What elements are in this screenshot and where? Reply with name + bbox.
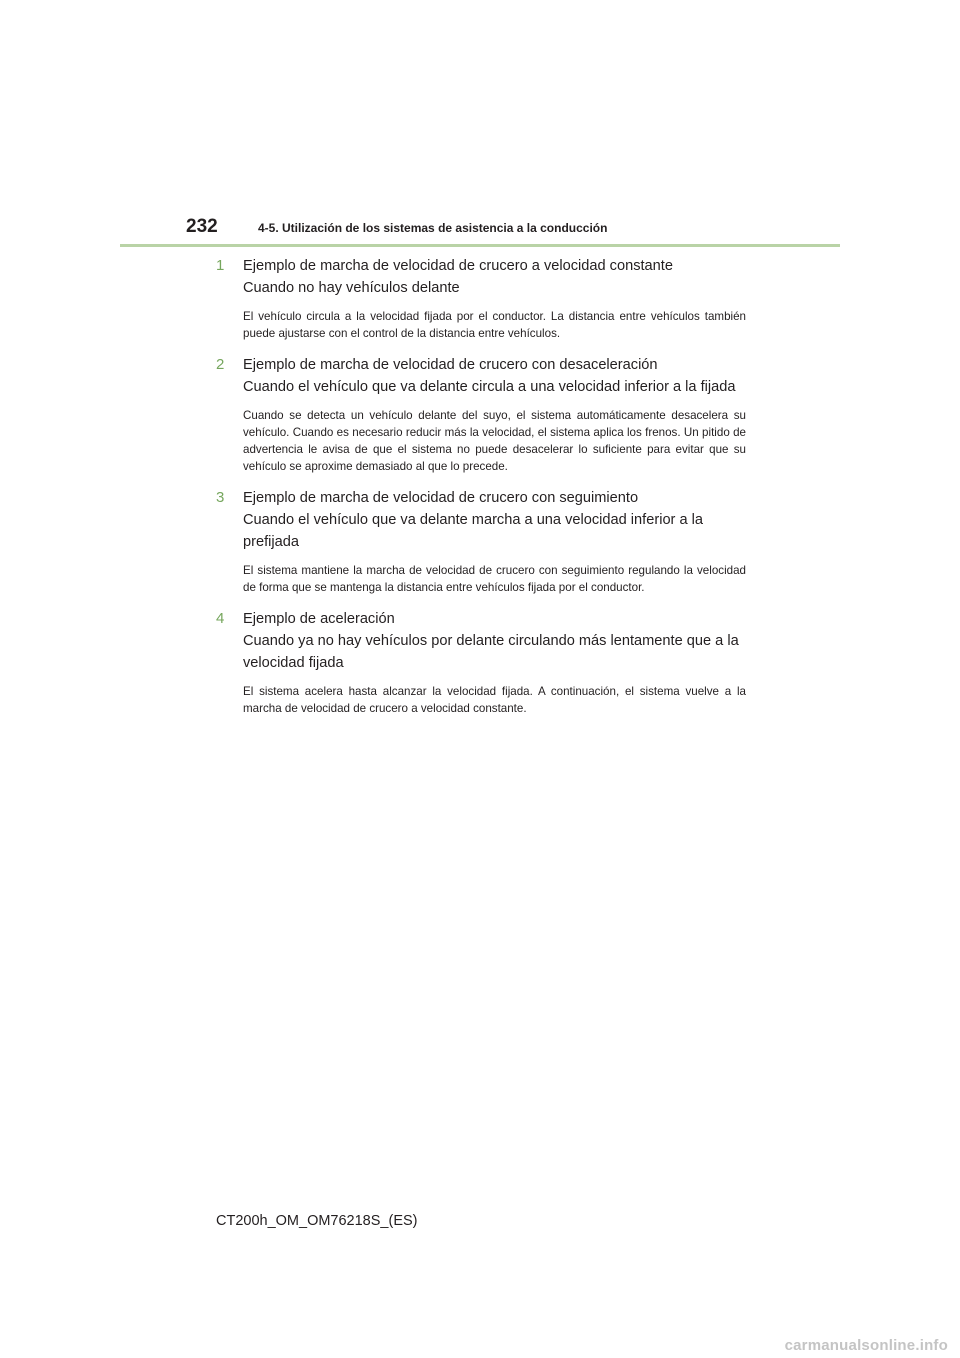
header-divider <box>120 244 840 247</box>
item-heading-line1: Ejemplo de marcha de velocidad de crucero a velocidad constante <box>243 258 673 274</box>
item-body: El vehículo circula a la velocidad fijada por el conductor. La distancia entre vehículos también puede ajustarse con el control de la distancia entre vehículos. <box>243 310 746 340</box>
section-title: 4-5. Utilización de los sistemas de asistencia a la conducción <box>258 221 608 235</box>
item-body: Cuando se detecta un vehículo delante del suyo, el sistema automáticamente desacelera su vehículo. Cuando es necesario reducir más la velocidad, el sistema aplica los frenos. Un pitido de advertencia le avisa de que el sistema no puede desacelerar lo suficiente para evitar que su vehículo se aproxime demasiado al que lo precede. <box>243 409 746 473</box>
item-heading-line2: Cuando el vehículo que va delante marcha a una velocidad inferior a la prefijada <box>243 512 704 550</box>
list-item <box>216 354 746 475</box>
item-heading-line1: Ejemplo de aceleración <box>243 611 395 627</box>
item-number-icon: 3 <box>216 489 225 506</box>
item-number-icon: 4 <box>216 610 225 627</box>
main-content <box>216 255 746 717</box>
item-heading-line1: Ejemplo de marcha de velocidad de crucero con desaceleración <box>243 357 658 373</box>
item-heading-line2: Cuando el vehículo que va delante circula a una velocidad inferior a la fijada <box>243 379 736 395</box>
document-code: CT200h_OM_OM76218S_(ES) <box>216 1213 418 1229</box>
item-body: El sistema acelera hasta alcanzar la velocidad fijada. A continuación, el sistema vuelve a la marcha de velocidad de crucero a velocidad constante. <box>243 685 746 715</box>
page-number: 232 <box>186 216 218 237</box>
item-heading <box>243 608 746 674</box>
item-heading-line1: Ejemplo de marcha de velocidad de crucero con seguimiento <box>243 490 639 506</box>
list-item <box>216 487 746 596</box>
list-item <box>216 608 746 717</box>
watermark: carmanualsonline.info <box>784 1337 948 1354</box>
item-body: El sistema mantiene la marcha de velocidad de crucero con seguimiento regulando la velocidad de forma que se mantenga la distancia entre vehículos fijada por el conductor. <box>243 564 746 594</box>
item-heading-line2: Cuando no hay vehículos delante <box>243 280 460 296</box>
item-heading <box>243 354 746 398</box>
item-heading <box>243 487 746 553</box>
item-number-icon: 2 <box>216 356 225 373</box>
page-header <box>186 216 607 240</box>
item-number-icon: 1 <box>216 257 225 274</box>
list-item <box>216 255 746 342</box>
item-heading-line2: Cuando ya no hay vehículos por delante circulando más lentamente que a la velocidad fijada <box>243 633 739 671</box>
item-heading <box>243 255 746 299</box>
